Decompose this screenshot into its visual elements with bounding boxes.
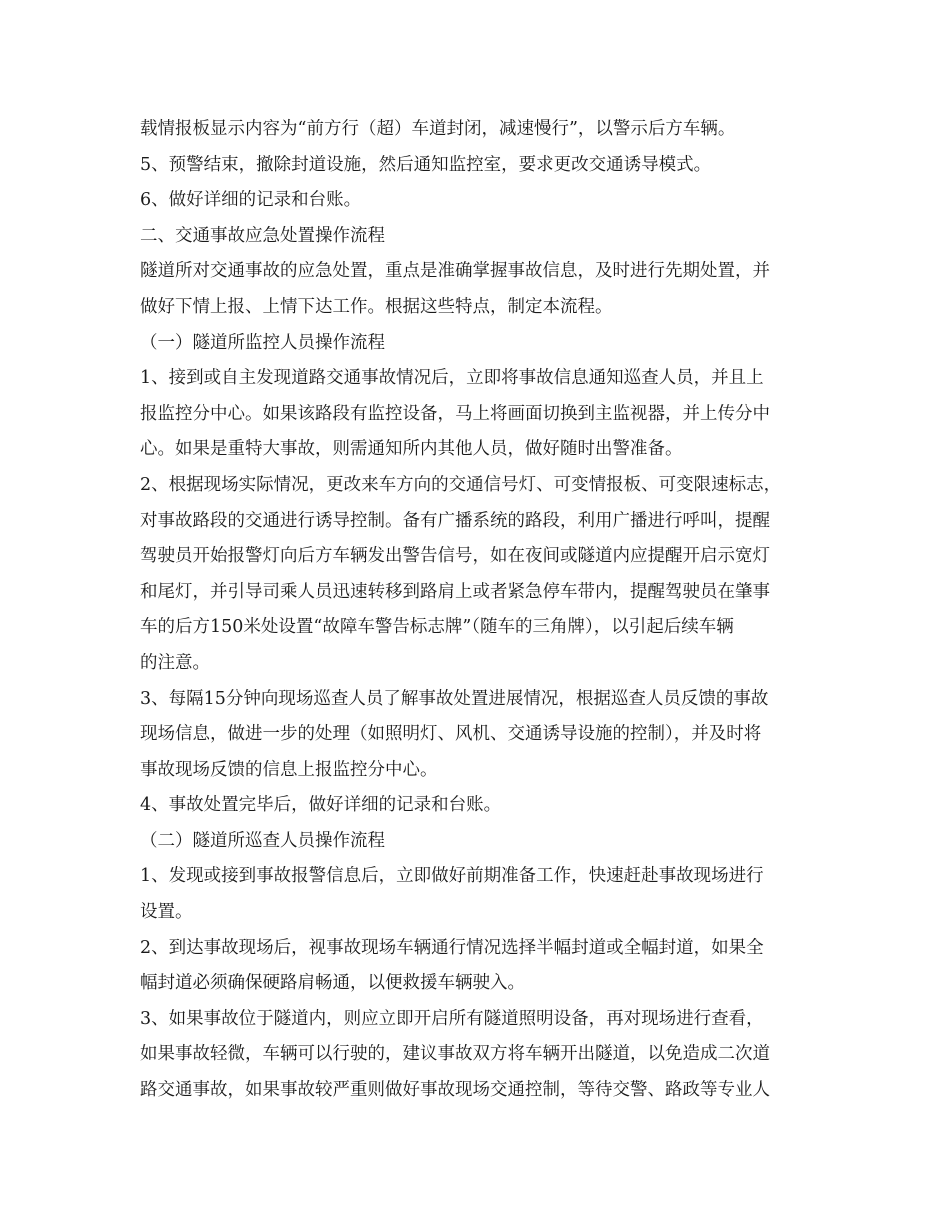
text-line: 1、接到或自主发现道路交通事故情况后，立即将事故信息通知巡查人员，并且上 (140, 368, 764, 389)
text-line: 1、发现或接到事故报警信息后，立即做好前期准备工作，快速赶赴事故现场进行 (140, 866, 764, 887)
text-line: 车的后方150米处设置“故障车警告标志牌”（随车的三角牌），以引起后续车辆 (140, 617, 734, 638)
text-line: 驾驶员开始报警灯向后方车辆发出警告信号，如在夜间或隧道内应提醒开启示宽灯 (140, 546, 770, 567)
text-line: 做好下情上报、上情下达工作。根据这些特点，制定本流程。 (140, 296, 613, 317)
text-line: 2、根据现场实际情况，更改来车方向的交通信号灯、可变情报板、可变限速标志， (140, 474, 782, 495)
text-line: 心。如果是重特大事故，则需通知所内其他人员，做好随时出警准备。 (140, 439, 683, 460)
text-line: 和尾灯，并引导司乘人员迅速转移到路肩上或者紧急停车带内，提醒驾驶员在肇事 (140, 581, 770, 602)
text-line: 载情报板显示内容为“前方行（超）车道封闭，减速慢行”，以警示后方车辆。 (140, 119, 736, 139)
text-line: 6、做好详细的记录和台账。 (140, 190, 362, 211)
text-line: 事故现场反馈的信息上报监控分中心。 (140, 759, 438, 780)
text-line: 2、到达事故现场后，视事故现场车辆通行情况选择半幅封道或全幅封道，如果全 (140, 937, 764, 958)
document-body (140, 112, 820, 1109)
text-line: 路交通事故，如果事故较严重则做好事故现场交通控制，等待交警、路政等专业人 (140, 1080, 770, 1101)
section-heading: 二、交通事故应急处置操作流程 (140, 225, 385, 246)
text-line: 3、每隔15分钟向现场巡查人员了解事故处置进展情况，根据巡查人员反馈的事故 (140, 688, 769, 709)
text-line: 4、事故处置完毕后，做好详细的记录和台账。 (140, 795, 502, 816)
text-line: 报监控分中心。如果该路段有监控设备，马上将画面切换到主监视器，并上传分中 (140, 403, 770, 424)
text-line: 幅封道必须确保硬路肩畅通，以便救援车辆驶入。 (140, 973, 525, 994)
text-line: 如果事故轻微，车辆可以行驶的，建议事故双方将车辆开出隧道，以免造成二次道 (140, 1044, 770, 1065)
text-line: 的注意。 (140, 652, 210, 673)
text-line: 5、预警结束，撤除封道设施，然后通知监控室，要求更改交通诱导模式。 (140, 154, 712, 175)
text-line: 3、如果事故位于隧道内，则应立即开启所有隧道照明设备，再对现场进行查看， (140, 1008, 764, 1029)
text-line: 对事故路段的交通进行诱导控制。备有广播系统的路段，利用广播进行呼叫，提醒 (140, 510, 770, 531)
text-line: 设置。 (140, 902, 193, 923)
text-line: 现场信息，做进一步的处理（如照明灯、风机、交通诱导设施的控制），并及时将 (140, 724, 762, 745)
text-line: 隧道所对交通事故的应急处置，重点是准确掌握事故信息，及时进行先期处置，并 (140, 261, 770, 282)
subsection-heading: （二）隧道所巡查人员操作流程 (140, 830, 385, 851)
subsection-heading: （一）隧道所监控人员操作流程 (140, 332, 385, 353)
